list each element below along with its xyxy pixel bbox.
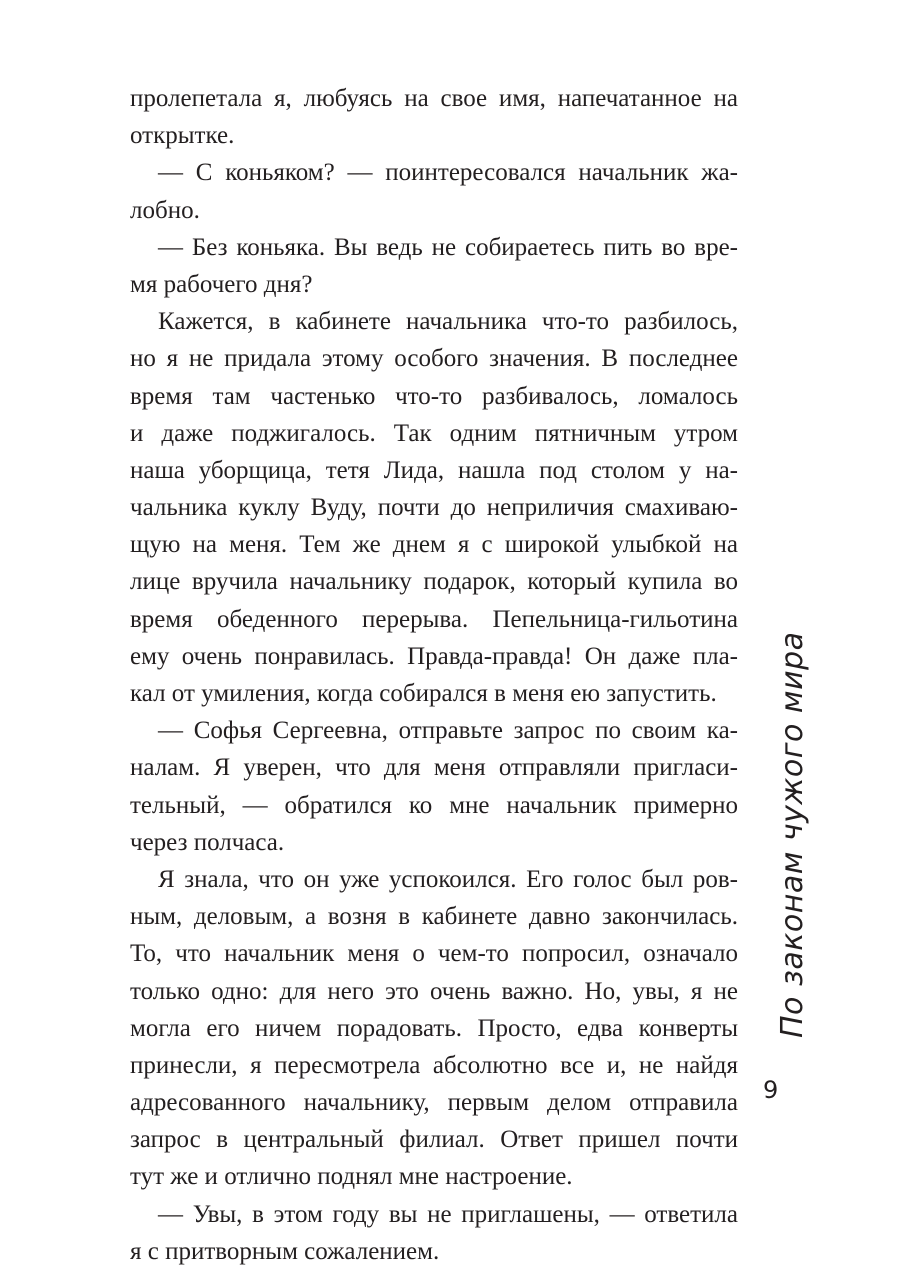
text-line: ему очень понравилась. Правда-правда! Он даже пла- bbox=[130, 642, 738, 670]
text-line: мя рабочего дня? bbox=[130, 270, 313, 298]
text-line: но я не придала этому особого значения. В последнее bbox=[130, 345, 738, 373]
text-line: пролепетала я, любуясь на свое имя, напечатанное на bbox=[130, 85, 738, 112]
text-line: через полчаса. bbox=[130, 828, 285, 856]
text-line: время там частенько что-то разбивалось, ломалось bbox=[130, 382, 738, 410]
text-line: налам. Я уверен, что для меня отправляли пригласи- bbox=[130, 754, 738, 782]
text-line: То, что начальник меня о чем-то попросил, означало bbox=[130, 940, 738, 968]
text-line: лобно. bbox=[130, 196, 200, 224]
text-line: время обеденного перерыва. Пепельница-гильотина bbox=[130, 605, 738, 633]
text-line: Я знала, что он уже успокоился. Его голос был ров- bbox=[158, 865, 738, 893]
text-line: только одно: для него это очень важно. Но, увы, я не bbox=[130, 977, 738, 1005]
page-number: 9 bbox=[763, 1076, 779, 1104]
text-line: — С коньяком? — поинтересовался начальник жа- bbox=[158, 159, 738, 187]
text-line: тельный, — обратился ко мне начальник примерно bbox=[130, 791, 738, 819]
text-line: я с притворным сожалением. bbox=[130, 1237, 440, 1265]
body-text bbox=[130, 80, 738, 1270]
text-line: тут же и отлично поднял мне настроение. bbox=[130, 1163, 573, 1191]
text-line: — Софья Сергеевна, отправьте запрос по своим ка- bbox=[158, 717, 738, 745]
text-line: запрос в центральный филиал. Ответ пришел почти bbox=[130, 1126, 738, 1154]
text-line: кал от умиления, когда собирался в меня ею запустить. bbox=[130, 680, 717, 707]
text-line: — Увы, в этом году вы не приглашены, — ответила bbox=[158, 1200, 738, 1228]
text-line: ным, деловым, а возня в кабинете давно закончилась. bbox=[130, 903, 738, 931]
text-line: открытке. bbox=[130, 122, 235, 150]
text-line: наша уборщица, тетя Лида, нашла под столом у на- bbox=[130, 456, 738, 484]
text-line: могла его ничем порадовать. Просто, едва конверты bbox=[130, 1014, 738, 1042]
text-line: принесли, я пересмотрела абсолютно все и, не найдя bbox=[130, 1051, 738, 1079]
text-line: чальника куклу Вуду, почти до неприличия смахиваю- bbox=[130, 494, 738, 522]
text-line: щую на меня. Тем же днем я с широкой улыбкой на bbox=[130, 531, 738, 559]
text-line: — Без коньяка. Вы ведь не собираетесь пить во вре- bbox=[158, 233, 738, 261]
text-line: лице вручила начальнику подарок, который купила во bbox=[130, 568, 738, 596]
text-line: Кажется, в кабинете начальника что-то разбилось, bbox=[158, 308, 738, 336]
text-line: и даже поджигалось. Так одним пятничным утром bbox=[130, 419, 738, 447]
running-title-text: По законам чужого мира bbox=[775, 631, 810, 1038]
text-line: адресованного начальнику, первым делом отправила bbox=[130, 1089, 738, 1117]
